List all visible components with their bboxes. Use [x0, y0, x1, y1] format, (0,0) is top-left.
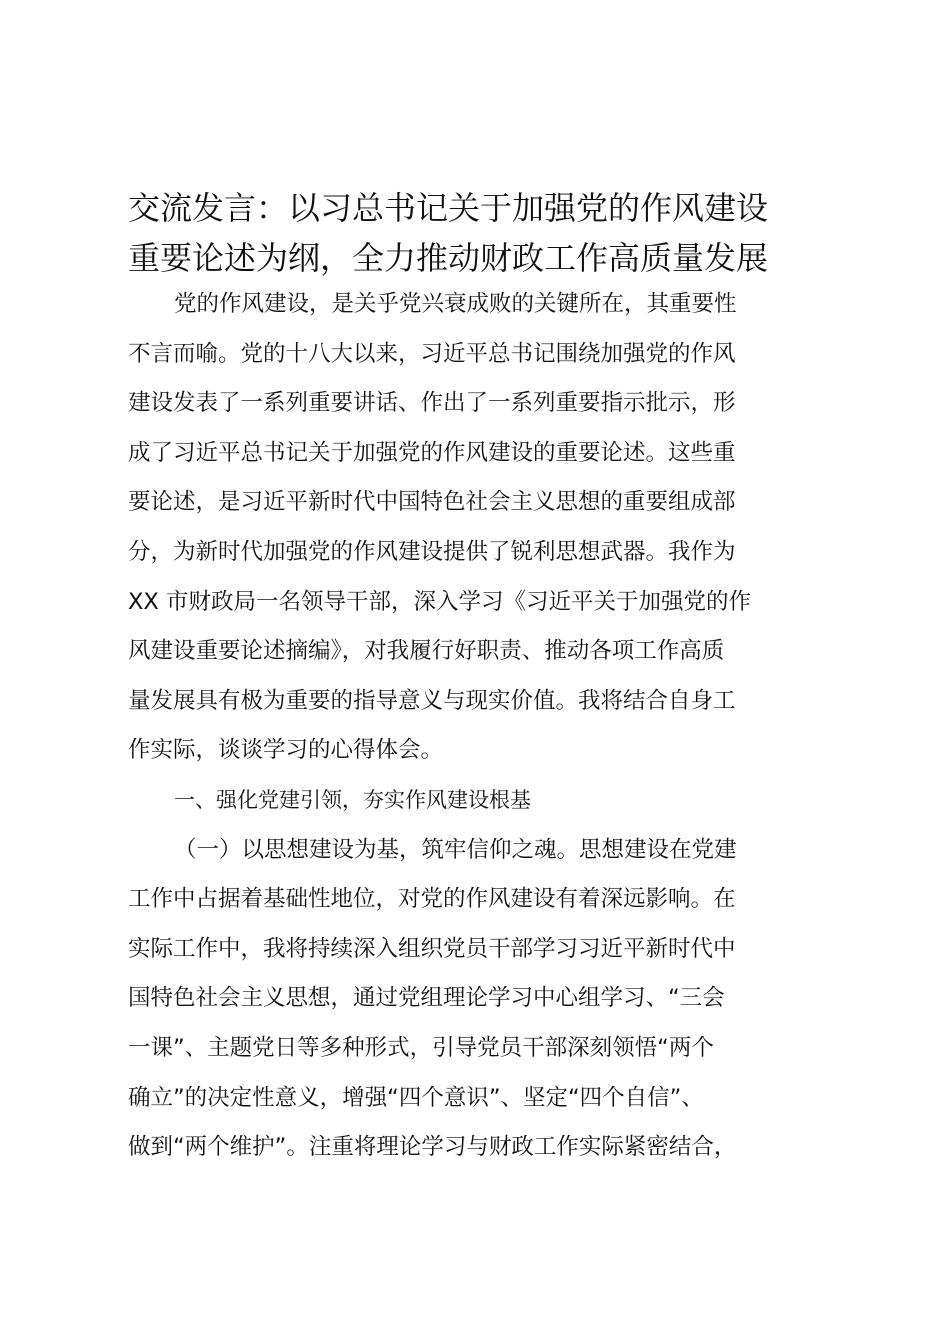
paragraph-line: 作实际，谈谈学习的心得体会。 [128, 737, 444, 764]
paragraph-line: 量发展具有极为重要的指导意义与现实价值。我将结合自身工 [128, 687, 736, 714]
paragraph-line: 实际工作中，我将持续深入组织党员干部学习习近平新时代中 [128, 935, 736, 962]
paragraph-line: 风建设重要论述摘编》，对我履行好职责、推动各项工作高质 [128, 638, 725, 665]
paragraph-line: 要论述，是习近平新时代中国特色社会主义思想的重要组成部 [128, 489, 736, 516]
paragraph-intro [128, 280, 858, 776]
title-line: 重要论述为纲，全力推动财政工作高质量发展 [128, 239, 769, 277]
paragraph-line: 一课”、主题党日等多种形式，引导党员干部深刻领悟“两个 [128, 1034, 714, 1061]
paragraph-line: （一）以思想建设为基，筑牢信仰之魂。思想建设在党建 [174, 836, 737, 863]
paragraph-line: XX 市财政局一名领导干部，深入学习《习近平关于加强党的作 [128, 588, 751, 615]
paragraph-line: 建设发表了一系列重要讲话、作出了一系列重要指示批示，形 [128, 390, 736, 417]
title-line: 交流发言：以习总书记关于加强党的作风建设 [128, 189, 769, 227]
paragraph-line: 成了习近平总书记关于加强党的作风建设的重要论述。这些重 [128, 439, 736, 466]
paragraph-section1-1 [128, 826, 858, 1173]
paragraph-line: 党的作风建设，是关乎党兴衰成败的关键所在，其重要性 [174, 291, 737, 317]
document-title [128, 183, 840, 283]
paragraph-line: 不言而喻。党的十八大以来，习近平总书记围绕加强党的作风 [128, 340, 736, 367]
paragraph-line: 国特色社会主义思想，通过党组理论学习中心组学习、“三会 [128, 985, 725, 1012]
paragraph-line: 工作中占据着基础性地位，对党的作风建设有着深远影响。在 [128, 886, 736, 913]
paragraph-line: 做到“两个维护”。注重将理论学习与财政工作实际紧密结合， [128, 1134, 737, 1161]
document-body [128, 280, 858, 1173]
paragraph-line: 分，为新时代加强党的作风建设提供了锐利思想武器。我作为 [128, 538, 736, 565]
paragraph-line: 确立”的决定性意义，增强“四个意识”、坚定“四个自信”、 [128, 1084, 704, 1111]
section-heading: 一、强化党建引领，夯实作风建设根基 [174, 787, 531, 812]
